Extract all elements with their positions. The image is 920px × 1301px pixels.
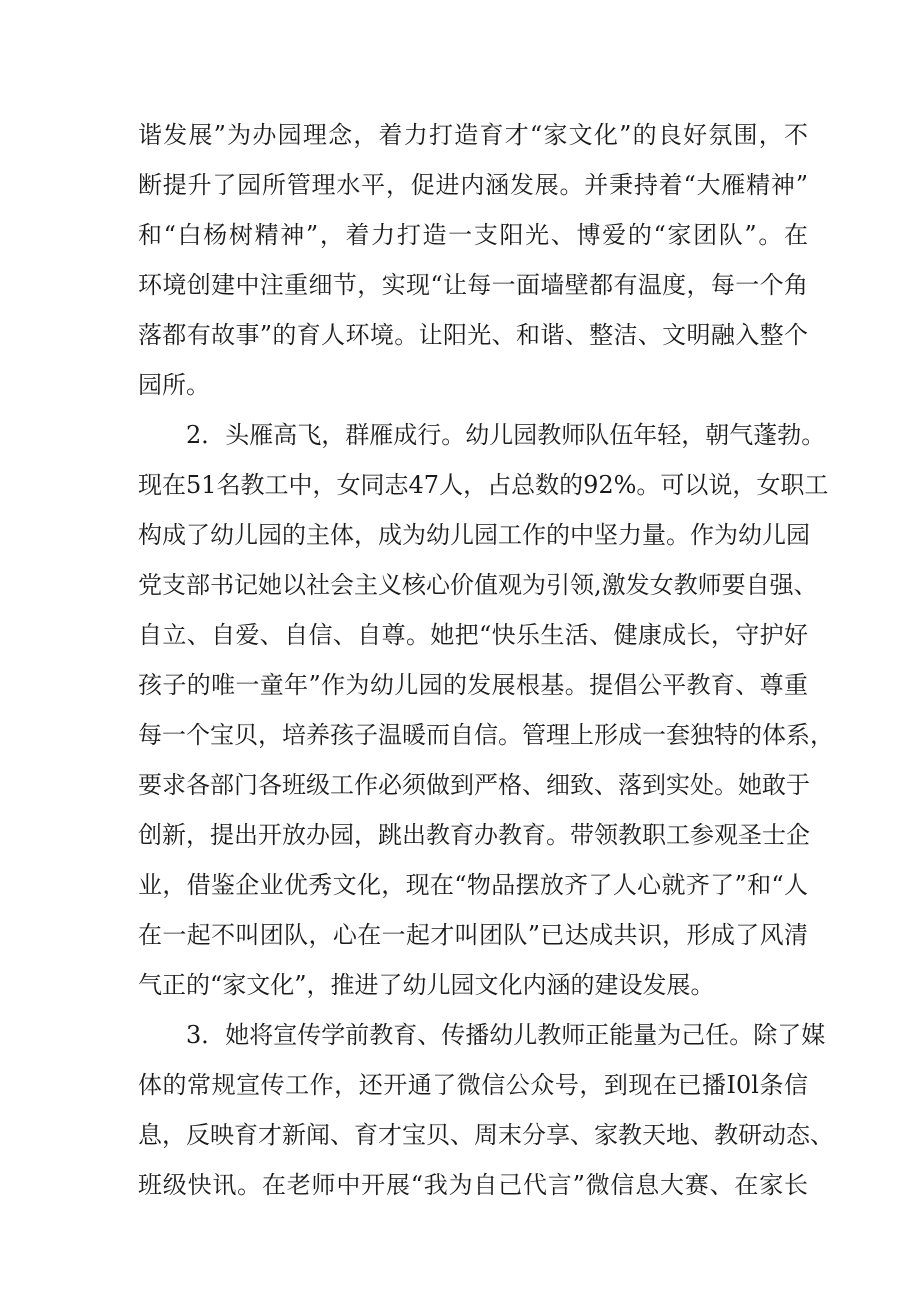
text-line: 2．头雁高飞，群雁成行。幼儿园教师队伍年轻，朝气蓬勃。 (138, 421, 826, 449)
text-line: 班级快讯。在老师中开展“我为自己代言”微信息大赛、在家长 (138, 1171, 808, 1199)
text-line: 自立、自爱、自信、自尊。她把“快乐生活、健康成长，守护好 (138, 621, 808, 649)
text-line: 和“白杨树精神”，着力打造一支阳光、博爱的“家团队”。在 (138, 221, 808, 249)
text-line: 3．她将宣传学前教育、传播幼儿教师正能量为己任。除了媒 (138, 1021, 826, 1049)
text-line: 谐发展”为办园理念，着力打造育才“家文化”的良好氛围，不 (138, 121, 808, 149)
text-line: 断提升了园所管理水平，促进内涵发展。并秉持着“大雁精神” (138, 171, 808, 199)
text-line: 构成了幼儿园的主体，成为幼儿园工作的中坚力量。作为幼儿园 (138, 521, 810, 549)
text-line: 园所。 (138, 371, 210, 399)
text-line: 每一个宝贝，培养孩子温暖而自信。管理上形成一套独特的体系， (138, 721, 834, 749)
text-line: 环境创建中注重细节，实现“让每一面墙壁都有温度，每一个角 (138, 271, 808, 299)
text-line: 党支部书记她以社会主义核心价值观为引领,激发女教师要自强、 (138, 571, 818, 599)
text-line: 要求各部门各班级工作必须做到严格、细致、落到实处。她敢于 (138, 771, 810, 799)
text-line: 在一起不叫团队，心在一起才叫团队”已达成共识，形成了风清 (138, 921, 808, 949)
text-line: 息，反映育才新闻、育才宝贝、周末分享、家教天地、教研动态、 (138, 1121, 834, 1149)
text-line: 现在51名教工中，女同志47人，占总数的92%。可以说，女职工 (138, 471, 829, 499)
text-line: 业，借鉴企业优秀文化，现在“物品摆放齐了人心就齐了”和“人 (138, 871, 808, 899)
text-line: 体的常规宣传工作，还开通了微信公众号，到现在已播I0l条信 (138, 1071, 808, 1099)
text-line: 孩子的唯一童年”作为幼儿园的发展根基。提倡公平教育、尊重 (138, 671, 808, 699)
text-line: 落都有故事”的育人环境。让阳光、和谐、整洁、文明融入整个 (138, 321, 808, 349)
text-line: 气正的“家文化”，推进了幼儿园文化内涵的建设发展。 (138, 971, 715, 999)
text-line: 创新，提出开放办园，跳出教育办教育。带领教职工参观圣士企 (138, 821, 810, 849)
